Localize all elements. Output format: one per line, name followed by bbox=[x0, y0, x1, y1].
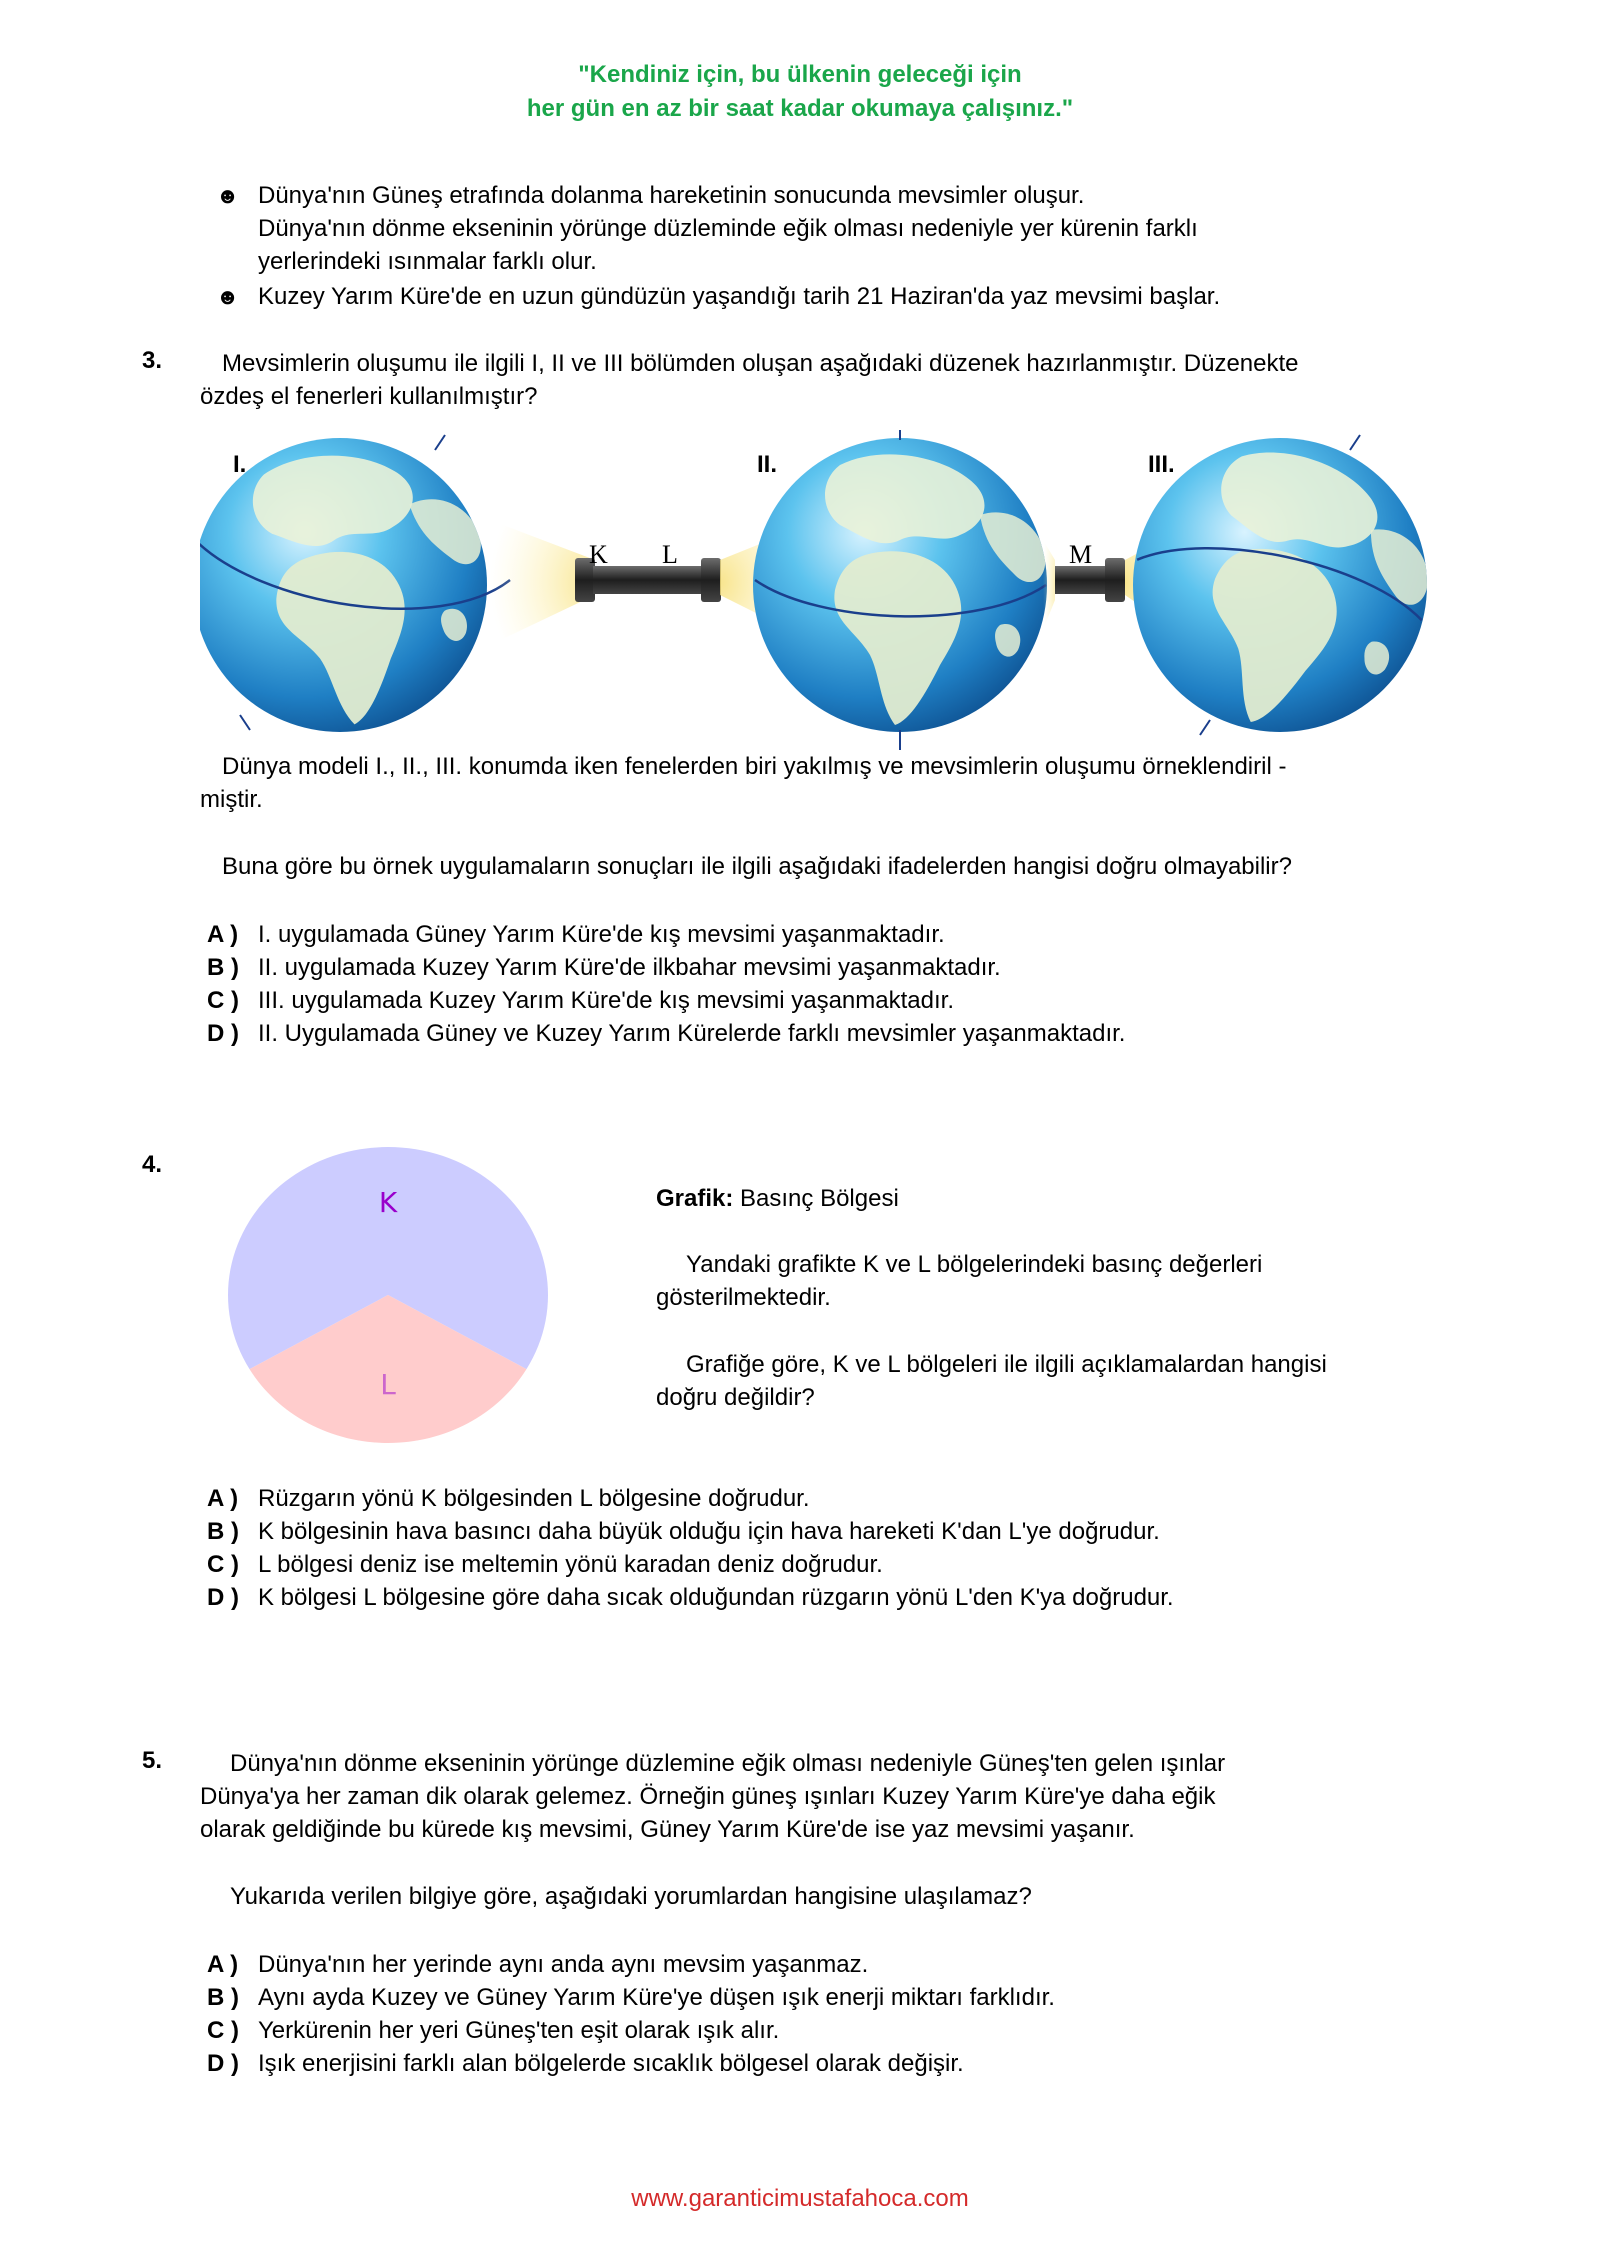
question4-desc-line2: gösterilmektedir. bbox=[656, 1284, 831, 1311]
option-text: I. uygulamada Güney Yarım Küre'de kış mevsimi yaşanmaktadır. bbox=[258, 921, 945, 948]
question3-stem-line1: Mevsimlerin oluşumu ile ilgili I, II ve III bölümden oluşan aşağıdaki düzenek hazırlanmıştır. Düzenekte bbox=[222, 350, 1299, 377]
option-letter: B ) bbox=[207, 954, 239, 981]
question5-number: 5. bbox=[142, 1747, 163, 1774]
question5-option-b[interactable] bbox=[207, 1981, 1055, 2014]
question3-option-c[interactable] bbox=[207, 984, 954, 1017]
globe-I-icon bbox=[200, 435, 510, 734]
flashlight-K-icon bbox=[575, 558, 648, 602]
footer-url-link[interactable]: www.garanticimustafahoca.com bbox=[631, 2185, 969, 2212]
option-letter: C ) bbox=[207, 2017, 239, 2044]
question4-question-line1: Grafiğe göre, K ve L bölgeleri ile ilgili açıklamalardan hangisi bbox=[686, 1351, 1327, 1378]
intro-bullet1-line2: Dünya'nın dönme ekseninin yörünge düzleminde eğik olması nedeniyle yer kürenin farklı bbox=[258, 215, 1198, 242]
question3-option-a[interactable] bbox=[207, 918, 945, 951]
pressure-pie-chart bbox=[220, 1140, 560, 1450]
question5-stem-line1: Dünya'nın dönme ekseninin yörünge düzlemine eğik olması nedeniyle Güneş'ten gelen ışınlar bbox=[230, 1750, 1226, 1777]
option-letter: A ) bbox=[207, 1485, 239, 1512]
question5-stem-line2: Dünya'ya her zaman dik olarak gelemez. Örneğin güneş ışınları Kuzey Yarım Küre'ye daha eğik bbox=[200, 1783, 1216, 1810]
pie-label-L: L bbox=[380, 1367, 396, 1401]
flashlight-label-L: L bbox=[662, 540, 678, 569]
figure-label-III: III. bbox=[1148, 451, 1175, 478]
question3-question: Buna göre bu örnek uygulamaların sonuçları ile ilgili aşağıdaki ifadelerden hangisi doğru olmayabilir? bbox=[222, 853, 1292, 880]
option-letter: C ) bbox=[207, 1551, 239, 1578]
question3-option-b[interactable] bbox=[207, 951, 1001, 984]
option-text: II. uygulamada Kuzey Yarım Küre'de ilkbahar mevsimi yaşanmaktadır. bbox=[258, 954, 1001, 981]
option-letter: D ) bbox=[207, 1020, 239, 1047]
intro-bullet1-line1: Dünya'nın Güneş etrafında dolanma hareketinin sonucunda mevsimler oluşur. bbox=[258, 182, 1085, 209]
grafik-caption bbox=[656, 1182, 899, 1215]
option-text: Dünya'nın her yerinde aynı anda aynı mevsim yaşanmaz. bbox=[258, 1951, 869, 1978]
question5-option-a[interactable] bbox=[207, 1948, 869, 1981]
option-text: L bölgesi deniz ise meltemin yönü karadan deniz doğrudur. bbox=[258, 1551, 883, 1578]
question5-option-c[interactable] bbox=[207, 2014, 780, 2047]
header-quote-line1: "Kendiniz için, bu ülkenin geleceği için bbox=[578, 61, 1022, 88]
flashlight-L-icon bbox=[648, 558, 721, 602]
intro-bullet1-line3: yerlerindeki ısınmalar farklı olur. bbox=[258, 248, 597, 275]
question4-question-line2: doğru değildir? bbox=[656, 1384, 815, 1411]
option-letter: D ) bbox=[207, 1584, 239, 1611]
question4-number: 4. bbox=[142, 1151, 163, 1178]
option-text: Yerkürenin her yeri Güneş'ten eşit olarak ışık alır. bbox=[258, 2017, 780, 2044]
smiley-bullet-icon: ☻ bbox=[216, 183, 240, 208]
question3-paragraph-line2: miştir. bbox=[200, 786, 263, 813]
option-letter: A ) bbox=[207, 1951, 239, 1978]
question3-stem-line2: özdeş el fenerleri kullanılmıştır? bbox=[200, 383, 538, 410]
option-letter: D ) bbox=[207, 2050, 239, 2077]
grafik-label: Grafik: bbox=[656, 1185, 734, 1212]
option-text: II. Uygulamada Güney ve Kuzey Yarım Kürelerde farklı mevsimler yaşanmaktadır. bbox=[258, 1020, 1126, 1047]
question4-option-a[interactable] bbox=[207, 1482, 810, 1515]
globes-figure bbox=[200, 430, 1450, 750]
question4-option-d[interactable] bbox=[207, 1581, 1174, 1614]
question5-option-d[interactable] bbox=[207, 2047, 964, 2080]
option-text: Rüzgarın yönü K bölgesinden L bölgesine doğrudur. bbox=[258, 1485, 810, 1512]
question4-desc-line1: Yandaki grafikte K ve L bölgelerindeki basınç değerleri bbox=[686, 1251, 1263, 1278]
grafik-title: Basınç Bölgesi bbox=[740, 1185, 899, 1212]
option-text: Aynı ayda Kuzey ve Güney Yarım Küre'ye düşen ışık enerji miktarı farklıdır. bbox=[258, 1984, 1055, 2011]
pie-label-K: K bbox=[378, 1185, 398, 1219]
option-text: Işık enerjisini farklı alan bölgelerde sıcaklık bölgesel olarak değişir. bbox=[258, 2050, 964, 2077]
option-letter: A ) bbox=[207, 921, 239, 948]
smiley-bullet-icon: ☻ bbox=[216, 284, 240, 309]
question4-option-b[interactable] bbox=[207, 1515, 1160, 1548]
intro-bullet2: Kuzey Yarım Küre'de en uzun gündüzün yaşandığı tarih 21 Haziran'da yaz mevsimi başlar. bbox=[258, 283, 1221, 310]
flashlight-label-M: M bbox=[1069, 540, 1093, 569]
question3-option-d[interactable] bbox=[207, 1017, 1126, 1050]
option-text: K bölgesinin hava basıncı daha büyük olduğu için hava hareketi K'dan L'ye doğrudur. bbox=[258, 1518, 1160, 1545]
question5-question: Yukarıda verilen bilgiye göre, aşağıdaki yorumlardan hangisine ulaşılamaz? bbox=[230, 1883, 1032, 1910]
question3-number: 3. bbox=[142, 347, 163, 374]
figure-label-II: II. bbox=[757, 451, 778, 478]
figure-label-I: I. bbox=[233, 451, 247, 478]
question5-stem-line3: olarak geldiğinde bu kürede kış mevsimi, Güney Yarım Küre'de ise yaz mevsimi yaşanır. bbox=[200, 1816, 1135, 1843]
globe-II-icon bbox=[753, 430, 1047, 750]
header-quote-line2: her gün en az bir saat kadar okumaya çalışınız." bbox=[526, 95, 1074, 122]
option-text: III. uygulamada Kuzey Yarım Küre'de kış mevsimi yaşanmaktadır. bbox=[258, 987, 954, 1014]
question4-option-c[interactable] bbox=[207, 1548, 883, 1581]
option-letter: B ) bbox=[207, 1518, 239, 1545]
option-letter: B ) bbox=[207, 1984, 239, 2011]
option-text: K bölgesi L bölgesine göre daha sıcak olduğundan rüzgarın yönü L'den K'ya doğrudur. bbox=[258, 1584, 1174, 1611]
question3-paragraph-line1: Dünya modeli I., II., III. konumda iken fenelerden biri yakılmış ve mevsimlerin oluşumu örneklendiril - bbox=[222, 753, 1287, 780]
flashlight-label-K: K bbox=[589, 540, 608, 569]
globe-III-icon bbox=[1133, 435, 1446, 748]
option-letter: C ) bbox=[207, 987, 239, 1014]
